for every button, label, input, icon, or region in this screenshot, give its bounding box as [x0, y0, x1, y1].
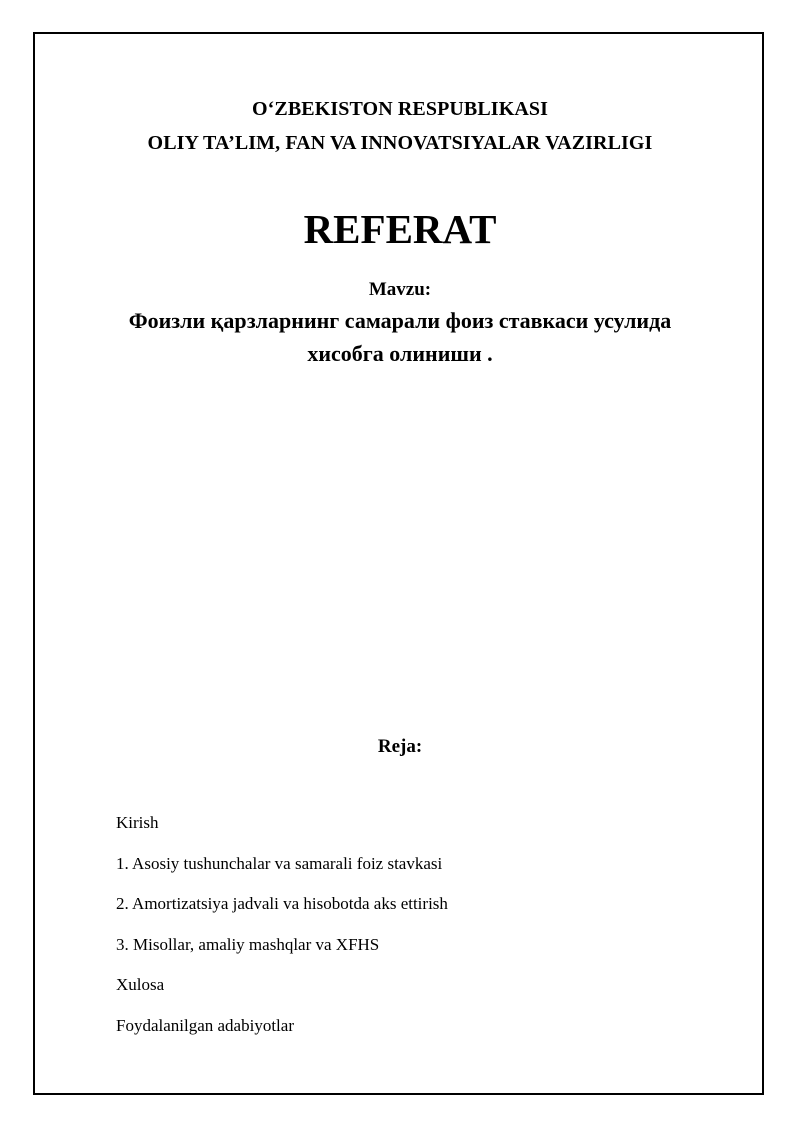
plan-item: Foydalanilgan adabiyotlar [116, 1015, 294, 1035]
topic-line-1: Фоизли қарзларнинг самарали фоиз ставкаси усулида [128, 308, 672, 333]
plan-heading: Reja: [377, 736, 423, 757]
ministry-name: OLIY TA’LIM, FAN VA INNOVATSIYALAR VAZIRLIGI [147, 132, 653, 154]
plan-list [116, 813, 448, 1056]
topic-line-2: хисобга олиниши . [307, 341, 493, 366]
plan-item: 2. Amortizatsiya jadvali va hisobotda aks ettirish [116, 894, 448, 913]
topic-label: Mavzu: [368, 279, 432, 300]
country-name: O‘ZBEKISTON RESPUBLIKASI [251, 98, 548, 120]
document-title: REFERAT [303, 206, 497, 252]
plan-item: 3. Misollar, amaliy mashqlar va XFHS [116, 934, 380, 954]
plan-item: Kirish [116, 813, 159, 832]
plan-item: 1. Asosiy tushunchalar va samarali foiz stavkasi [116, 853, 443, 873]
plan-item: Xulosa [116, 975, 165, 994]
